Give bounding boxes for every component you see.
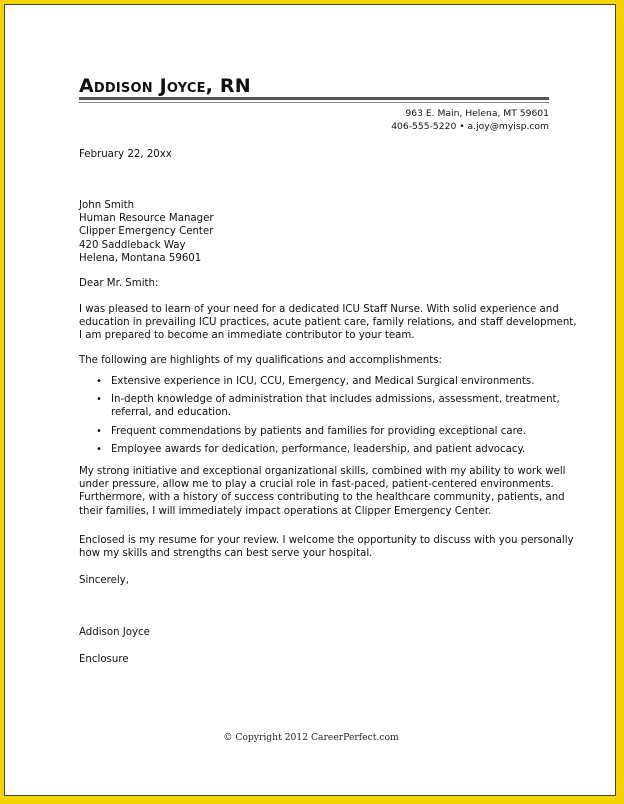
recipient-line: John Smith (79, 200, 135, 211)
recipient-line: 420 Saddleback Way (79, 239, 186, 251)
enclosure-note: Enclosure (79, 654, 129, 665)
paragraph-line: Enclosed is my resume for your review. I welcome the opportunity to discuss with you personally (79, 535, 574, 546)
contact-block (391, 107, 549, 133)
paragraph-line: education in prevailing ICU practices, acute patient care, family relations, and staff development, (79, 317, 577, 329)
paragraph-line: I was pleased to learn of your need for a dedicated ICU Staff Nurse. With solid experience and (79, 304, 559, 315)
paragraph-line: how my skills and strengths can best serve your hospital. (79, 548, 373, 560)
paragraph-line: their families, I will immediately impact operations at Clipper Emergency Center. (79, 505, 492, 517)
bullet-icon: • (96, 376, 102, 387)
list-item (79, 375, 559, 388)
list-item-text: referral, and education. (111, 407, 232, 419)
copyright-footer: © Copyright 2012 CareerPerfect.com (223, 732, 399, 743)
salutation: Dear Mr. Smith: (79, 278, 159, 289)
recipient-line: Clipper Emergency Center (79, 226, 214, 238)
signature-name: Addison Joyce (79, 627, 150, 638)
list-item (79, 443, 559, 456)
closing: Sincerely, (79, 575, 129, 586)
paragraph-line: Furthermore, with a history of success contributing to the healthcare community, patients, and (79, 492, 565, 504)
list-item-text: In-depth knowledge of administration that includes admissions, assessment, treatment, (111, 394, 560, 406)
bullet-icon: • (96, 394, 102, 406)
list-item (79, 425, 559, 438)
recipient-block (79, 199, 559, 265)
contact-phone-email: 406-555-5220 • a.joy@myisp.com (391, 121, 549, 132)
list-item-text: Extensive experience in ICU, CCU, Emergency, and Medical Surgical environments. (111, 376, 535, 387)
paragraph-intro (79, 303, 577, 343)
list-item (79, 393, 559, 419)
recipient-line: Helena, Montana 59601 (79, 252, 202, 264)
paragraph-line: under pressure, allow me to play a crucial role in fast-paced, patient-centered environments. (79, 479, 554, 491)
paragraph-skills (79, 465, 566, 518)
bullet-icon: • (96, 443, 102, 455)
paragraph-closing (79, 534, 574, 560)
recipient-line: Human Resource Manager (79, 213, 214, 225)
letter-date: February 22, 20xx (79, 149, 172, 160)
list-item-text: Employee awards for dedication, performance, leadership, and patient advocacy. (111, 443, 526, 455)
header-rule-thin (79, 102, 549, 103)
header-rule-thick (79, 97, 549, 100)
highlights-list (79, 375, 559, 461)
highlights-intro: The following are highlights of my qualifications and accomplishments: (79, 355, 442, 366)
paragraph-line: I am prepared to become an immediate contributor to your team. (79, 330, 415, 342)
contact-address: 963 E. Main, Helena, MT 59601 (405, 108, 549, 119)
bullet-icon: • (96, 425, 102, 437)
paragraph-line: My strong initiative and exceptional organizational skills, combined with my ability to work well (79, 466, 566, 477)
applicant-name: Addison Joyce, RN (79, 75, 251, 97)
letter-page (4, 4, 616, 796)
list-item-text: Frequent commendations by patients and families for providing exceptional care. (111, 425, 527, 437)
